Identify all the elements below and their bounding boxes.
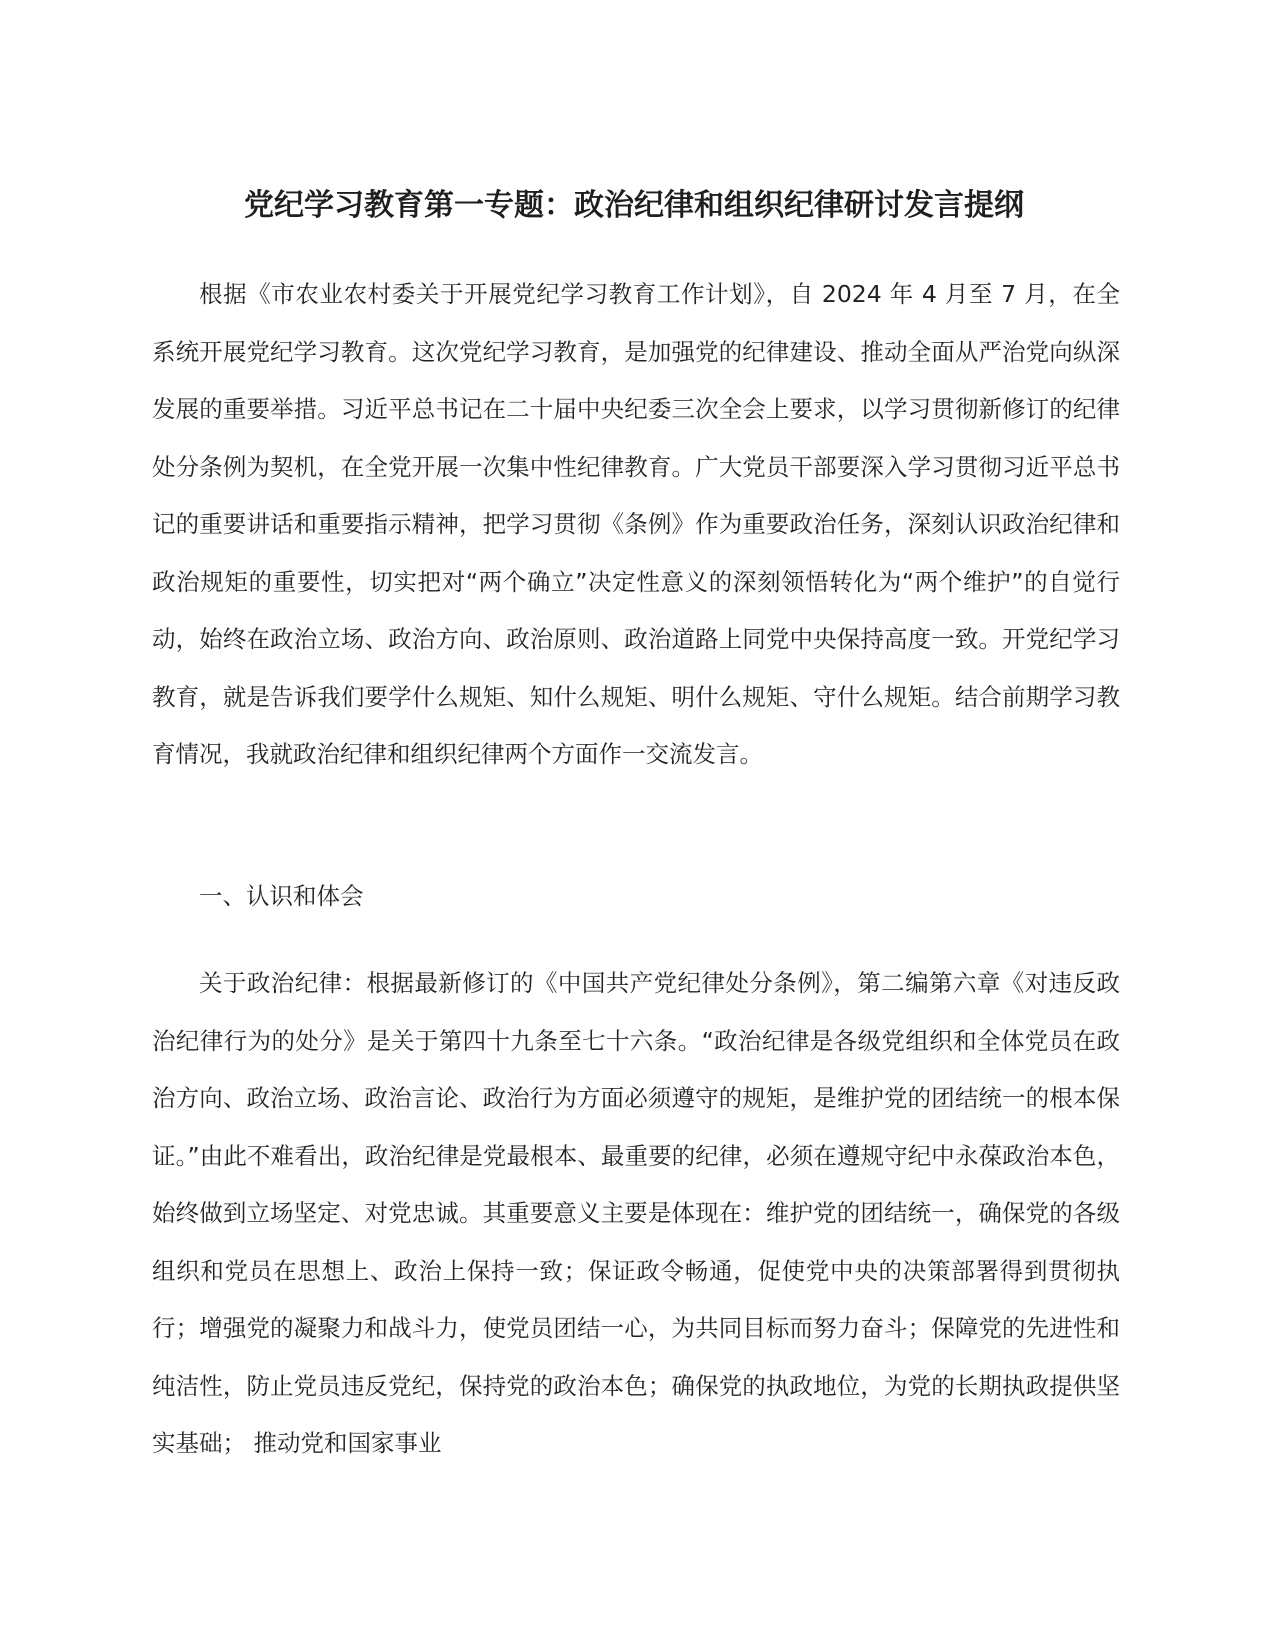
paragraph-political-discipline: 关于政治纪律：根据最新修订的《中国共产党纪律处分条例》，第二编第六章《对违反政治纪律行为的处分》是关于第四十九条至七十六条。“政治纪律是各级党组织和全体党员在政治方向、政治立场、政治言论、政治行为方面必须遵守的规矩，是维护党的团结统一的根本保证。”由此不难看出，政治纪律是党最根本、最重要的纪律，必须在遵规守纪中永葆政治本色，始终做到立场坚定、对党忠诚。其重要意义主要是体现在：维护党的团结统一，确保党的各级组织和党员在思想上、政治上保持一致；保证政令畅通，促使党中央的决策部署得到贯彻执行；增强党的凝聚力和战斗力，使党员团结一心，为共同目标而努力奋斗；保障党的先进性和纯洁性，防止党员违反党纪，保持党的政治本色；确保党的执政地位，为党的长期执政提供坚实基础； 推动党和国家事业 — [152, 969, 1120, 1457]
paragraph-intro: 根据《市农业农村委关于开展党纪学习教育工作计划》，自 2024 年 4 月至 7 月，在全系统开展党纪学习教育。这次党纪学习教育，是加强党的纪律建设、推动全面从严治党向纵深发展的重要举措。习近平总书记在二十届中央纪委三次全会上要求，以学习贯彻新修订的纪律处分条例为契机，在全党开展一次集中性纪律教育。广大党员干部要深入学习贯彻习近平总书记的重要讲话和重要指示精神，把学习贯彻《条例》作为重要政治任务，深刻认识政治纪律和政治规矩的重要性，切实把对“两个确立”决定性意义的深刻领悟转化为“两个维护”的自觉行动，始终在政治立场、政治方向、政治原则、政治道路上同党中央保持高度一致。开党纪学习教育，就是告诉我们要学什么规矩、知什么规矩、明什么规矩、守什么规矩。结合前期学习教育情况，我就政治纪律和组织纪律两个方面作一交流发言。 — [152, 280, 1120, 768]
document-title: 党纪学习教育第一专题：政治纪律和组织纪律研讨发言提纲 — [244, 188, 1024, 223]
section-heading-1: 一、认识和体会 — [199, 882, 364, 910]
